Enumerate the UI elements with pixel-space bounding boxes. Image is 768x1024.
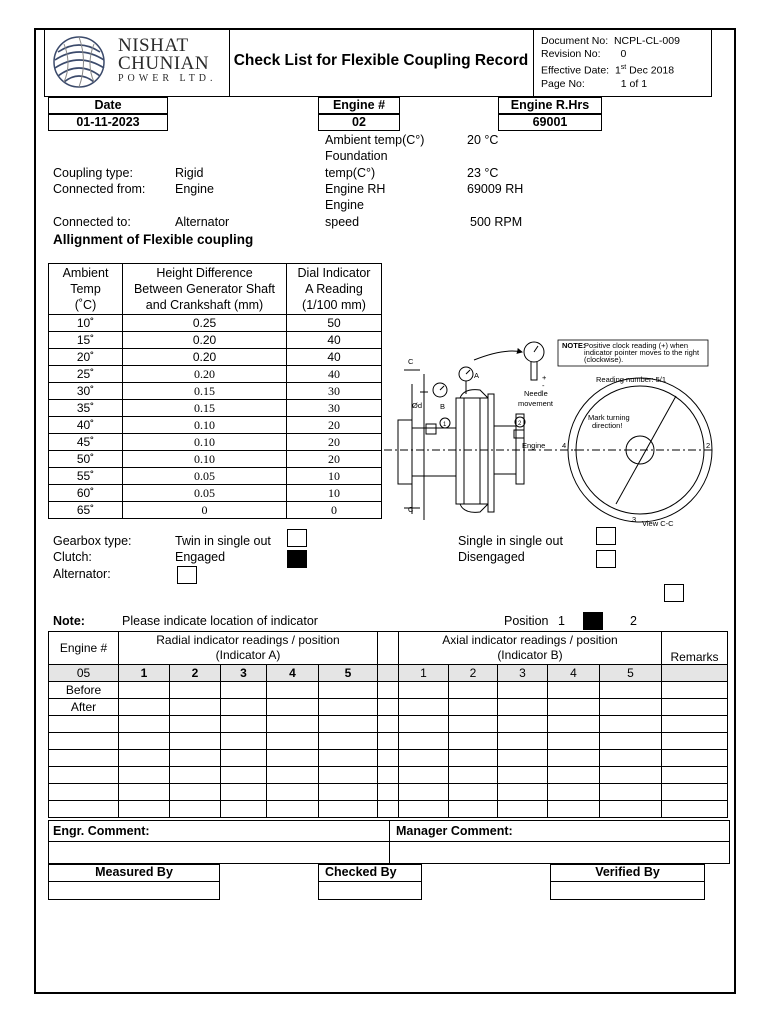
page-title: Check List for Flexible Coupling Record: [233, 52, 529, 69]
table-row: [49, 468, 382, 485]
height-cell[interactable]: 0.15: [123, 400, 287, 417]
dial-cell[interactable]: 40: [287, 332, 382, 349]
engine-rh-value[interactable]: 69009 RH: [467, 182, 524, 196]
dial-cell[interactable]: 30: [287, 400, 382, 417]
dial-cell[interactable]: 50: [287, 315, 382, 332]
radial-pos-3: 3: [221, 665, 267, 682]
engine-col-header: Engine #: [49, 632, 119, 665]
clutch-label: Clutch:: [53, 550, 92, 564]
reading-cell[interactable]: [399, 716, 449, 733]
remarks-header: Remarks: [662, 632, 728, 665]
reading-cell[interactable]: [449, 801, 498, 818]
axial-pos-4: 4: [548, 665, 600, 682]
temp-cell: 20˚: [49, 349, 123, 366]
reading-cell[interactable]: [267, 784, 319, 801]
view-pos-3: 3: [632, 515, 637, 524]
verified-by-label: Verified By: [550, 864, 705, 882]
table-row: [49, 750, 728, 767]
reading-cell[interactable]: [662, 699, 728, 716]
height-cell[interactable]: 0.10: [123, 417, 287, 434]
view-cc: View C-C: [642, 519, 674, 528]
table-row: [49, 366, 382, 383]
reading-cell[interactable]: [119, 784, 170, 801]
table-row: [49, 682, 728, 699]
diagram-plus: +: [542, 373, 547, 382]
verified-by-field[interactable]: [550, 881, 705, 900]
reading-cell[interactable]: [378, 699, 399, 716]
reading-cell[interactable]: [449, 784, 498, 801]
reading-cell[interactable]: [399, 784, 449, 801]
radial-pos-5: 5: [319, 665, 378, 682]
reading-cell[interactable]: [600, 733, 662, 750]
reading-cell[interactable]: [267, 767, 319, 784]
reading-cell[interactable]: [662, 716, 728, 733]
reading-cell[interactable]: [498, 750, 548, 767]
position-1-label: 1: [558, 614, 565, 628]
reading-cell[interactable]: [119, 716, 170, 733]
diagram-b: B: [440, 402, 446, 411]
clutch-engaged-checkbox[interactable]: [287, 550, 307, 568]
table-row: [49, 801, 728, 818]
reading-cell[interactable]: [548, 716, 600, 733]
table-row: [49, 485, 382, 502]
position-2-label: 2: [630, 614, 637, 628]
axial-header: Axial indicator readings / position (Indicator B): [399, 632, 662, 664]
height-cell[interactable]: 0.05: [123, 468, 287, 485]
reading-cell[interactable]: [49, 750, 119, 767]
dial-cell[interactable]: 0: [287, 502, 382, 519]
reading-cell[interactable]: [319, 767, 378, 784]
table-row: [49, 665, 728, 682]
logo-line1: NISHAT: [118, 35, 189, 56]
table-row: [49, 383, 382, 400]
reading-cell[interactable]: [449, 699, 498, 716]
logo-line2: CHUNIAN: [118, 53, 210, 74]
table-row: [49, 699, 728, 716]
diagram-d: Ød: [412, 401, 423, 410]
reading-cell[interactable]: [600, 682, 662, 699]
reading-cell[interactable]: [119, 733, 170, 750]
foundation-label2: temp(C°): [325, 166, 376, 180]
position-label: Position: [504, 614, 549, 628]
reading-cell[interactable]: [600, 699, 662, 716]
reading-cell[interactable]: [548, 767, 600, 784]
reading-cell[interactable]: [119, 767, 170, 784]
reading-cell[interactable]: [600, 784, 662, 801]
reading-cell[interactable]: [170, 784, 221, 801]
remarks-cell[interactable]: [662, 665, 728, 682]
diagram-a: A: [474, 371, 480, 380]
dial-cell[interactable]: 10: [287, 485, 382, 502]
dial-cell[interactable]: 10: [287, 468, 382, 485]
ambient-label: Ambient temp(C°): [325, 133, 425, 147]
coupling-type-value[interactable]: Rigid: [175, 166, 204, 180]
revision-value: 0: [620, 48, 627, 60]
reading-cell[interactable]: [662, 801, 728, 818]
reading-cell[interactable]: [49, 733, 119, 750]
reading-number: Reading number: 5/1: [596, 375, 667, 384]
radial-pos-1: 1: [119, 665, 170, 682]
temp-cell: 65˚: [49, 502, 123, 519]
reading-cell[interactable]: [319, 699, 378, 716]
reading-cell[interactable]: [662, 750, 728, 767]
reading-cell[interactable]: [119, 682, 170, 699]
height-cell[interactable]: 0.05: [123, 485, 287, 502]
note-bold: NOTE:: [562, 341, 586, 350]
reading-cell[interactable]: [399, 733, 449, 750]
reading-cell[interactable]: [449, 767, 498, 784]
clutch-disengaged-checkbox[interactable]: [596, 550, 616, 568]
reading-cell[interactable]: [49, 784, 119, 801]
checked-by-field[interactable]: [318, 881, 422, 900]
reading-cell[interactable]: [378, 784, 399, 801]
gearbox-twin-label: Twin in single out: [175, 534, 271, 548]
height-cell[interactable]: 0.15: [123, 383, 287, 400]
effective-sup: st: [620, 64, 627, 71]
reading-cell[interactable]: [49, 716, 119, 733]
radial-pos-4: 4: [267, 665, 319, 682]
alignment-title: Allignment of Flexible coupling: [53, 232, 254, 247]
table-row: [49, 502, 382, 519]
gearbox-single-label: Single in single out: [458, 534, 563, 548]
reading-cell[interactable]: [119, 750, 170, 767]
reading-cell[interactable]: [378, 682, 399, 699]
temp-cell: 10˚: [49, 315, 123, 332]
reading-cell[interactable]: [548, 682, 600, 699]
reading-cell[interactable]: [49, 801, 119, 818]
needle-label1: Needle: [524, 389, 548, 398]
axial-pos-3: 3: [498, 665, 548, 682]
engine-rh-label: Engine RH: [325, 182, 386, 196]
reading-cell[interactable]: [221, 733, 267, 750]
checked-by-label: Checked By: [318, 864, 422, 882]
reading-cell[interactable]: [170, 767, 221, 784]
reading-cell[interactable]: [319, 801, 378, 818]
reading-cell[interactable]: [119, 801, 170, 818]
connected-to-label: Connected to:: [53, 215, 131, 229]
dial-cell[interactable]: 30: [287, 383, 382, 400]
extra-checkbox[interactable]: [664, 584, 684, 602]
axial-pos-2: 2: [449, 665, 498, 682]
reading-cell[interactable]: [170, 682, 221, 699]
reading-cell[interactable]: [548, 733, 600, 750]
reading-cell[interactable]: [548, 784, 600, 801]
height-cell[interactable]: 0.25: [123, 315, 287, 332]
reading-cell[interactable]: [319, 733, 378, 750]
temp-cell: 55˚: [49, 468, 123, 485]
diagram-c-top: C: [408, 357, 414, 366]
reading-cell[interactable]: [170, 750, 221, 767]
dial-cell[interactable]: 20: [287, 417, 382, 434]
table-row: [49, 400, 382, 417]
reading-cell[interactable]: [399, 801, 449, 818]
temp-cell: 15˚: [49, 332, 123, 349]
position-1-checkbox[interactable]: [583, 612, 603, 630]
alternator-checkbox[interactable]: [177, 566, 197, 584]
coupling-diagram: [384, 334, 724, 530]
engine-field[interactable]: 02: [318, 114, 400, 131]
reading-cell[interactable]: [662, 682, 728, 699]
height-cell[interactable]: 0: [123, 502, 287, 519]
reading-cell[interactable]: [221, 767, 267, 784]
reading-cell[interactable]: [49, 767, 119, 784]
reading-cell[interactable]: [498, 801, 548, 818]
foundation-label1: Foundation: [325, 149, 388, 163]
reading-cell[interactable]: [399, 682, 449, 699]
engine-hrs-field[interactable]: 69001: [498, 114, 602, 131]
alignment-table: [48, 263, 382, 519]
doc-meta: [541, 35, 680, 91]
reading-cell[interactable]: [221, 716, 267, 733]
diagram-c-bottom: C: [408, 505, 414, 514]
diagram-minus: -: [542, 381, 545, 390]
gearbox-label: Gearbox type:: [53, 534, 132, 548]
coupling-type-label: Coupling type:: [53, 166, 133, 180]
logo-line3: POWER LTD.: [118, 73, 217, 84]
axial-pos-5: 5: [600, 665, 662, 682]
reading-cell[interactable]: [221, 682, 267, 699]
engine-no-cell: 05: [49, 665, 119, 682]
reading-cell[interactable]: [267, 682, 319, 699]
temp-cell: 45˚: [49, 434, 123, 451]
view-pos-2: 2: [706, 441, 711, 450]
reading-cell[interactable]: [267, 716, 319, 733]
reading-cell[interactable]: [267, 750, 319, 767]
table-row: [49, 417, 382, 434]
engr-comment-label: Engr. Comment:: [53, 824, 150, 838]
engr-comment-field[interactable]: [49, 842, 389, 862]
reading-cell[interactable]: [221, 750, 267, 767]
temp-cell: 60˚: [49, 485, 123, 502]
dial-cell[interactable]: 20: [287, 434, 382, 451]
foundation-value[interactable]: 23 °C: [467, 166, 499, 180]
reading-cell[interactable]: [378, 801, 399, 818]
reading-cell[interactable]: [319, 682, 378, 699]
temp-cell: 30˚: [49, 383, 123, 400]
alternator-label: Alternator:: [53, 567, 111, 581]
engine-label: Engine #: [318, 97, 400, 114]
col-ambient-temp: Ambient Temp (˚C): [49, 264, 123, 315]
after-label: After: [49, 699, 119, 716]
clutch-disengaged-label: Disengaged: [458, 550, 525, 564]
reading-cell[interactable]: [267, 733, 319, 750]
effective-day: 1: [614, 64, 621, 77]
reading-cell[interactable]: [221, 699, 267, 716]
table-row: [49, 733, 728, 750]
table-row: [49, 716, 728, 733]
reading-cell[interactable]: [378, 733, 399, 750]
gearbox-twin-checkbox[interactable]: [287, 529, 307, 547]
doc-no-value: NCPL-CL-009: [613, 35, 680, 47]
connected-to-value[interactable]: Alternator: [175, 215, 230, 229]
reading-cell[interactable]: [498, 733, 548, 750]
reading-cell[interactable]: [119, 699, 170, 716]
height-cell[interactable]: 0.10: [123, 451, 287, 468]
reading-cell[interactable]: [449, 716, 498, 733]
reading-cell[interactable]: [548, 699, 600, 716]
col-dial-reading: Dial Indicator A Reading (1/100 mm): [287, 264, 382, 315]
manager-comment-label: Manager Comment:: [396, 824, 513, 838]
mark-turning2: direction!: [592, 421, 623, 430]
mark-turning1: Mark turning: [588, 413, 630, 422]
reading-cell[interactable]: [399, 750, 449, 767]
engine-speed-value[interactable]: 500 RPM: [470, 215, 523, 229]
reading-cell[interactable]: [378, 767, 399, 784]
reading-cell[interactable]: [498, 716, 548, 733]
reading-cell[interactable]: [449, 733, 498, 750]
revision-label: Revision No:: [541, 48, 601, 60]
dial-cell[interactable]: 20: [287, 451, 382, 468]
diagram-circle-1: 1: [443, 422, 447, 428]
temp-cell: 50˚: [49, 451, 123, 468]
reading-cell[interactable]: [498, 767, 548, 784]
table-row: [49, 451, 382, 468]
reading-cell[interactable]: [170, 733, 221, 750]
ambient-value[interactable]: 20 °C: [467, 133, 499, 147]
reading-cell[interactable]: [449, 682, 498, 699]
reading-cell[interactable]: [319, 750, 378, 767]
reading-cell[interactable]: [221, 784, 267, 801]
table-row: [49, 315, 382, 332]
reading-cell[interactable]: [662, 784, 728, 801]
table-row: [49, 767, 728, 784]
reading-cell[interactable]: [399, 767, 449, 784]
reading-cell[interactable]: [319, 784, 378, 801]
height-cell[interactable]: 0.20: [123, 366, 287, 383]
date-label: Date: [48, 97, 168, 114]
page-value: 1 of 1: [620, 77, 648, 90]
table-row: [49, 434, 382, 451]
effective-label: Effective Date:: [541, 64, 610, 77]
spacer-cell[interactable]: [378, 665, 399, 682]
reading-cell[interactable]: [267, 801, 319, 818]
diagram-circle-2: 2: [518, 421, 522, 427]
globe-logo-icon: [50, 34, 112, 90]
reading-cell[interactable]: [267, 699, 319, 716]
engine-hrs-label: Engine R.Hrs: [498, 97, 602, 114]
radial-pos-2: 2: [170, 665, 221, 682]
connected-from-value[interactable]: Engine: [175, 182, 214, 196]
connected-from-label: Connected from:: [53, 182, 146, 196]
reading-cell[interactable]: [378, 750, 399, 767]
note-text2: indicator pointer moves to the right: [584, 348, 700, 357]
gearbox-single-checkbox[interactable]: [596, 527, 616, 545]
engine-speed-label2: speed: [325, 215, 360, 229]
dial-cell[interactable]: 40: [287, 349, 382, 366]
date-field[interactable]: 01-11-2023: [48, 114, 168, 131]
reading-cell[interactable]: [662, 767, 728, 784]
height-cell[interactable]: 0.10: [123, 434, 287, 451]
reading-cell[interactable]: [498, 699, 548, 716]
temp-cell: 35˚: [49, 400, 123, 417]
reading-cell[interactable]: [662, 733, 728, 750]
effective-rest: Dec 2018: [629, 64, 675, 77]
reading-cell[interactable]: [498, 784, 548, 801]
reading-cell[interactable]: [319, 716, 378, 733]
col-height-diff: Height Difference Between Generator Shaft and Crankshaft (mm): [123, 264, 287, 315]
measured-by-field[interactable]: [48, 881, 220, 900]
table-row: [49, 784, 728, 801]
temp-cell: 25˚: [49, 366, 123, 383]
height-cell[interactable]: 0.20: [123, 332, 287, 349]
engine-speed-label1: Engine: [325, 198, 364, 212]
reading-cell[interactable]: [399, 699, 449, 716]
reading-cell[interactable]: [170, 699, 221, 716]
before-label: Before: [49, 682, 119, 699]
reading-cell[interactable]: [221, 801, 267, 818]
note-text3: (clockwise).: [584, 355, 624, 364]
radial-header: Radial indicator readings / position (Indicator A): [119, 632, 378, 664]
reading-cell[interactable]: [170, 801, 221, 818]
reading-cell[interactable]: [498, 682, 548, 699]
dial-cell[interactable]: 40: [287, 366, 382, 383]
readings-table: [48, 631, 728, 818]
note-label: Note:: [53, 614, 85, 628]
note-text: Please indicate location of indicator: [122, 614, 318, 628]
reading-cell[interactable]: [548, 801, 600, 818]
axial-pos-1: 1: [399, 665, 449, 682]
reading-cell[interactable]: [600, 801, 662, 818]
reading-cell[interactable]: [600, 750, 662, 767]
reading-cell[interactable]: [170, 716, 221, 733]
page-label: Page No:: [541, 77, 585, 90]
table-row: [49, 332, 382, 349]
reading-cell[interactable]: [600, 716, 662, 733]
needle-label2: movement: [518, 399, 554, 408]
clutch-engaged-label: Engaged: [175, 550, 226, 564]
table-row: [49, 349, 382, 366]
engine-label-diagram: Engine: [522, 441, 546, 450]
view-pos-4: 4: [562, 441, 567, 450]
measured-by-label: Measured By: [48, 864, 220, 882]
temp-cell: 40˚: [49, 417, 123, 434]
manager-comment-field[interactable]: [390, 842, 729, 862]
height-cell[interactable]: 0.20: [123, 349, 287, 366]
reading-cell[interactable]: [548, 750, 600, 767]
reading-cell[interactable]: [378, 716, 399, 733]
doc-no-label: Document No:: [541, 35, 609, 47]
reading-cell[interactable]: [600, 767, 662, 784]
note-text1: Positive clock reading (+) when: [584, 341, 689, 350]
reading-cell[interactable]: [449, 750, 498, 767]
